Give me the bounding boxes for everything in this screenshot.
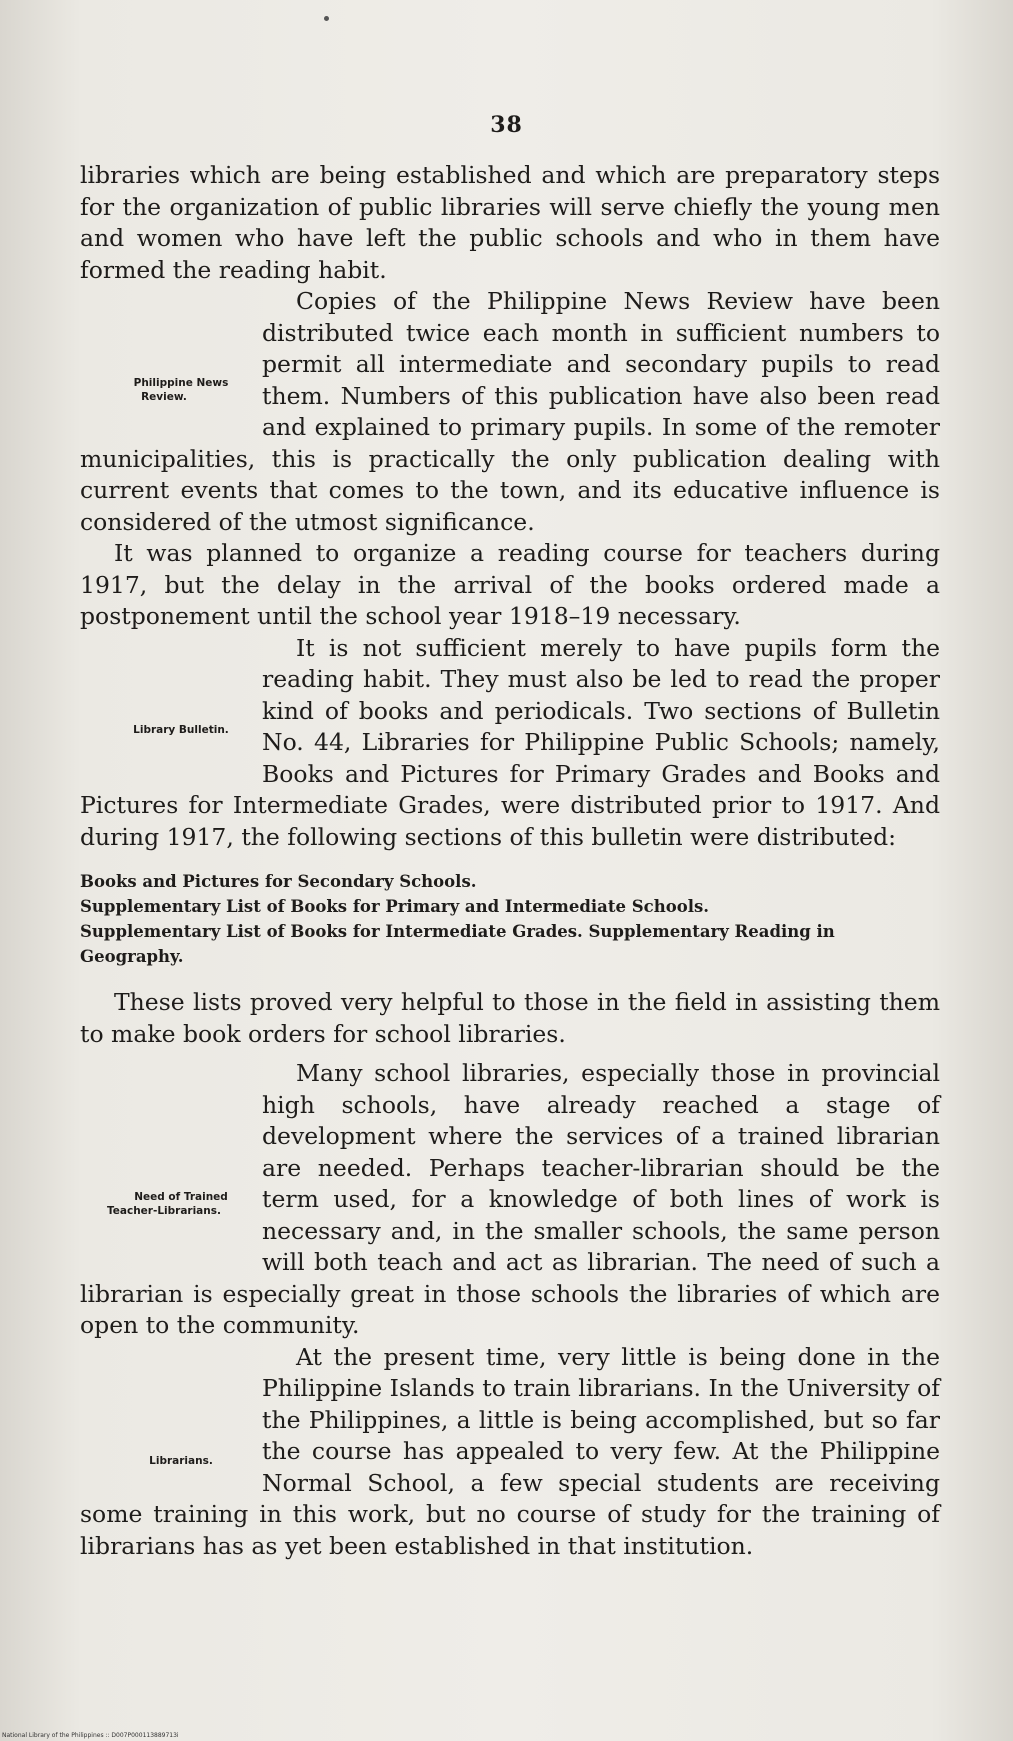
- sidenote-librarians: Librarians.: [149, 1454, 213, 1467]
- paragraph-news-review: [80, 286, 940, 538]
- list-item: Supplementary List of Books for Intermediate Grades. Supplementary Reading in Geography.: [80, 922, 835, 966]
- list-item: Books and Pictures for Secondary Schools.: [80, 872, 477, 891]
- list-item: Supplementary List of Books for Primary and Intermediate Schools.: [80, 897, 710, 916]
- footer-credit: National Library of the Philippines :: D007P000113889713i: [2, 1732, 179, 1739]
- paragraph-library-bulletin-text: It is not sufficient merely to have pupils form the reading habit. They must also be led to read the proper kind of books and periodicals. Two sections of Bulletin No. 44, Libraries for Philippine Public Schools; namely, Books and Pictures for Primary Grades and Books and Pictures for Intermediate Grades, were distributed prior to 1917. And during 1917, the following sections of this bulletin were distributed:: [80, 633, 940, 851]
- paragraph-librarians: [80, 1342, 940, 1563]
- paragraph-trained-librarians-text: Many school libraries, especially those in provincial high schools, have already reached a stage of development where the services of a trained librarian are needed. Perhaps teacher-librarian should be the term used, for a knowledge of both lines of work is necessary and, in the smaller schools, the same person will both teach and act as librarian. The need of such a librarian is especially great in those schools the libraries of which are open to the community.: [80, 1059, 940, 1339]
- body-text: [80, 160, 940, 1562]
- paragraph-librarians-text: At the present time, very little is being done in the Philippine Islands to train librarians. In the University of the Philippines, a little is being accomplished, but so far the course has appealed to very few. At the Philippine Normal School, a few special students are receiving some training in this work, but no course of study for the training of librarians has as yet been established in that institution.: [80, 1342, 940, 1560]
- sidenote-library-bulletin: Library Bulletin.: [133, 723, 229, 736]
- paragraph-news-review-text: Copies of the Philippine News Review have been distributed twice each month in sufficient numbers to permit all intermediate and secondary pupils to read them. Numbers of this publication have also been read and explained to primary pupils. In some of the remoter municipalities, this is practically the only publication dealing with current events that comes to the town, and its educative influence is considered of the utmost significance.: [80, 287, 940, 536]
- paragraph-library-bulletin: [80, 633, 940, 854]
- bulletin-sections-list: [80, 869, 940, 969]
- paragraph-reading-course: It was planned to organize a reading course for teachers during 1917, but the delay in the arrival of the books ordered made a postponement until the school year 1918–19 necessary.: [80, 539, 940, 630]
- sidenote-trained-librarians: Need of Trained Teacher-Librarians.: [107, 1191, 228, 1217]
- paragraph-trained-librarians: [80, 1058, 940, 1342]
- paragraph-lists-helpful: These lists proved very helpful to those in the field in assisting them to make book orders for school libraries.: [80, 988, 940, 1048]
- sidenote-news-review: Philippine News Review.: [133, 377, 229, 403]
- page-number: 38: [490, 112, 523, 138]
- speck: [324, 16, 329, 21]
- paragraph-1: libraries which are being established and which are preparatory steps for the organization of public libraries will serve chiefly the young men and women who have left the public schools and who in them have formed the reading habit.: [80, 161, 940, 284]
